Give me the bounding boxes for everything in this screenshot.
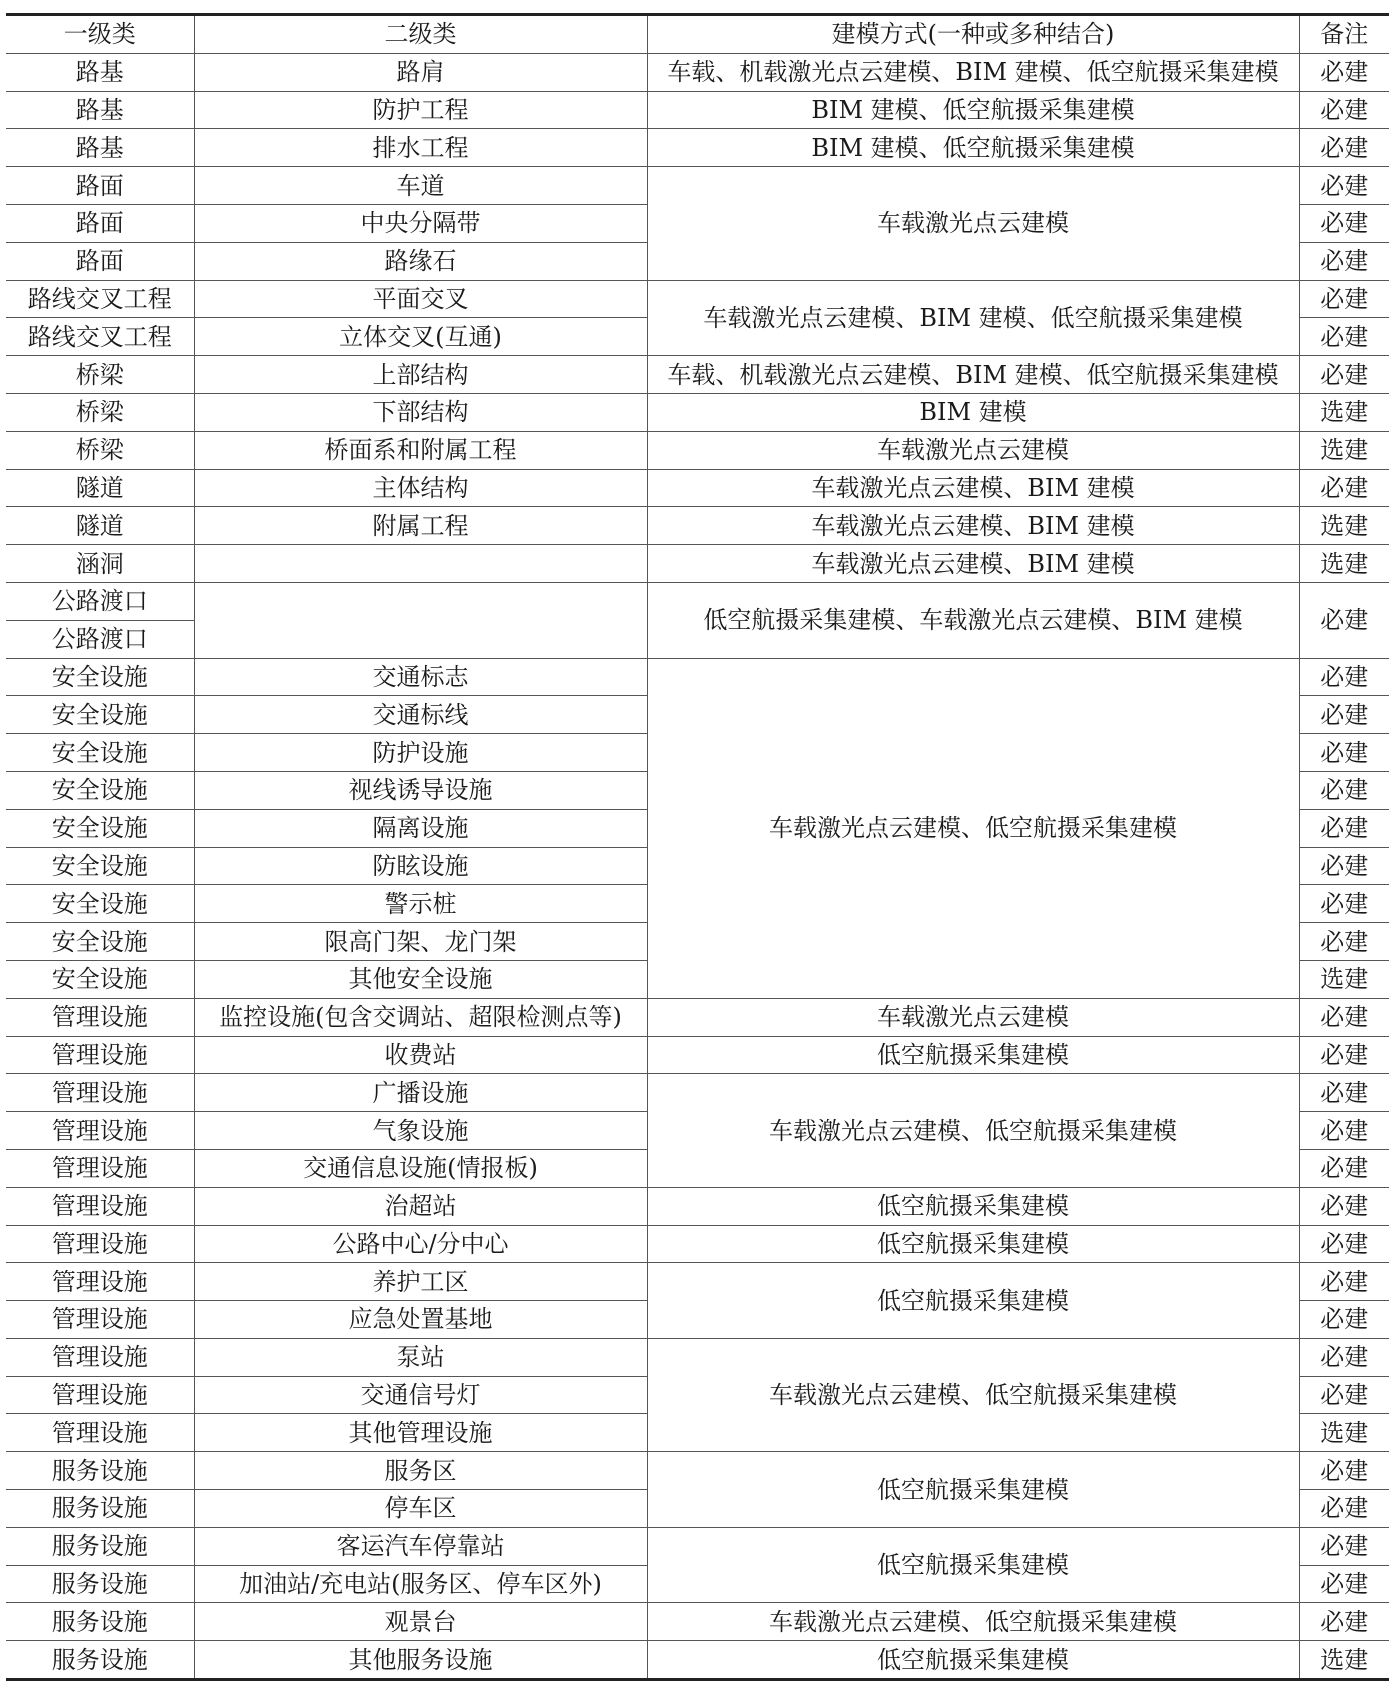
- cell-note: 必建: [1299, 998, 1389, 1036]
- table-row: [6, 1263, 1389, 1301]
- cell-note: 必建: [1299, 318, 1389, 356]
- cell-level1: 安全设施: [6, 885, 194, 923]
- cell-note: 必建: [1299, 1452, 1389, 1490]
- cell-level2: 视线诱导设施: [194, 771, 647, 809]
- cell-method: 车载激光点云建模、低空航摄采集建模: [647, 1338, 1299, 1451]
- cell-note: 必建: [1299, 129, 1389, 167]
- cell-method: 车载、机载激光点云建模、BIM 建模、低空航摄采集建模: [647, 356, 1299, 394]
- cell-note: 必建: [1299, 1112, 1389, 1150]
- cell-note: 必建: [1299, 1301, 1389, 1339]
- cell-method: 车载激光点云建模: [647, 998, 1299, 1036]
- cell-level1: 安全设施: [6, 960, 194, 998]
- cell-level2: 停车区: [194, 1490, 647, 1528]
- cell-level1: 管理设施: [6, 1036, 194, 1074]
- cell-method: 车载激光点云建模、低空航摄采集建模: [647, 1074, 1299, 1187]
- cell-level1: 桥梁: [6, 393, 194, 431]
- cell-level2: 立体交叉(互通): [194, 318, 647, 356]
- table-row: [6, 1603, 1389, 1641]
- cell-level2: 附属工程: [194, 507, 647, 545]
- cell-level1: 路面: [6, 242, 194, 280]
- cell-level1: 管理设施: [6, 1225, 194, 1263]
- cell-level2: 平面交叉: [194, 280, 647, 318]
- cell-note: 必建: [1299, 734, 1389, 772]
- cell-note: 必建: [1299, 469, 1389, 507]
- cell-level2: 公路中心/分中心: [194, 1225, 647, 1263]
- cell-level1: 安全设施: [6, 734, 194, 772]
- cell-level2: 其他管理设施: [194, 1414, 647, 1452]
- cell-level1: 服务设施: [6, 1452, 194, 1490]
- cell-method: 车载激光点云建模: [647, 167, 1299, 280]
- table-row: [6, 431, 1389, 469]
- cell-note: 必建: [1299, 1603, 1389, 1641]
- header-level2: 二级类: [194, 15, 647, 54]
- table-row: [6, 1225, 1389, 1263]
- cell-level2: 交通信号灯: [194, 1376, 647, 1414]
- table-row: [6, 582, 1389, 620]
- modeling-method-table: [6, 13, 1389, 1681]
- cell-note: 选建: [1299, 393, 1389, 431]
- header-method: 建模方式(一种或多种结合): [647, 15, 1299, 54]
- cell-level1: 服务设施: [6, 1565, 194, 1603]
- cell-level2: 其他服务设施: [194, 1641, 647, 1680]
- table-row: [6, 393, 1389, 431]
- cell-note: 选建: [1299, 431, 1389, 469]
- cell-note: 选建: [1299, 507, 1389, 545]
- cell-level2: 桥面系和附属工程: [194, 431, 647, 469]
- cell-level1: 路面: [6, 167, 194, 205]
- table-row: [6, 1527, 1389, 1565]
- cell-level1: 管理设施: [6, 1301, 194, 1339]
- table-row: [6, 658, 1389, 696]
- cell-level2: 观景台: [194, 1603, 647, 1641]
- cell-level2: 下部结构: [194, 393, 647, 431]
- cell-method: BIM 建模、低空航摄采集建模: [647, 91, 1299, 129]
- table-row: [6, 280, 1389, 318]
- cell-level1: 隧道: [6, 469, 194, 507]
- cell-method: 低空航摄采集建模: [647, 1452, 1299, 1528]
- cell-note: 选建: [1299, 960, 1389, 998]
- cell-level2: 泵站: [194, 1338, 647, 1376]
- cell-level1: 公路渡口: [6, 582, 194, 620]
- cell-method: 车载、机载激光点云建模、BIM 建模、低空航摄采集建模: [647, 53, 1299, 91]
- table-row: [6, 1452, 1389, 1490]
- cell-level2-empty: [194, 582, 647, 658]
- cell-note: 必建: [1299, 771, 1389, 809]
- cell-level1: 路线交叉工程: [6, 318, 194, 356]
- cell-note: 必建: [1299, 658, 1389, 696]
- cell-level2: 上部结构: [194, 356, 647, 394]
- cell-method: 低空航摄采集建模: [647, 1036, 1299, 1074]
- cell-note: 必建: [1299, 242, 1389, 280]
- cell-level2: 客运汽车停靠站: [194, 1527, 647, 1565]
- table-row: [6, 998, 1389, 1036]
- cell-method: 车载激光点云建模、低空航摄采集建模: [647, 1603, 1299, 1641]
- cell-method: 车载激光点云建模、BIM 建模: [647, 469, 1299, 507]
- cell-level1: 路面: [6, 204, 194, 242]
- cell-level1: 安全设施: [6, 696, 194, 734]
- cell-note: 必建: [1299, 1527, 1389, 1565]
- cell-note: 必建: [1299, 356, 1389, 394]
- table-row: [6, 53, 1389, 91]
- cell-note: 必建: [1299, 1376, 1389, 1414]
- cell-level2: 服务区: [194, 1452, 647, 1490]
- cell-level1: 管理设施: [6, 1112, 194, 1150]
- table-row: [6, 507, 1389, 545]
- cell-level2: 排水工程: [194, 129, 647, 167]
- cell-note: 选建: [1299, 545, 1389, 583]
- cell-method: 低空航摄采集建模: [647, 1527, 1299, 1603]
- cell-level1: 安全设施: [6, 771, 194, 809]
- cell-note: 选建: [1299, 1641, 1389, 1680]
- cell-level1: 服务设施: [6, 1641, 194, 1680]
- cell-method: 低空航摄采集建模: [647, 1225, 1299, 1263]
- cell-level1: 管理设施: [6, 1074, 194, 1112]
- cell-note: 选建: [1299, 1414, 1389, 1452]
- cell-note: 必建: [1299, 809, 1389, 847]
- cell-level1: 管理设施: [6, 1187, 194, 1225]
- cell-level1: 服务设施: [6, 1490, 194, 1528]
- cell-level2: 防护设施: [194, 734, 647, 772]
- cell-note: 必建: [1299, 1338, 1389, 1376]
- table-row: [6, 1641, 1389, 1680]
- cell-level1: 桥梁: [6, 356, 194, 394]
- cell-level1: 隧道: [6, 507, 194, 545]
- cell-note: 必建: [1299, 1036, 1389, 1074]
- cell-level2: 限高门架、龙门架: [194, 923, 647, 961]
- cell-note: 必建: [1299, 1187, 1389, 1225]
- cell-level2: 主体结构: [194, 469, 647, 507]
- cell-method: 车载激光点云建模、BIM 建模: [647, 507, 1299, 545]
- cell-note: 必建: [1299, 1263, 1389, 1301]
- table-row: [6, 129, 1389, 167]
- table-row: [6, 545, 1389, 583]
- cell-level2: 隔离设施: [194, 809, 647, 847]
- cell-level2: 治超站: [194, 1187, 647, 1225]
- cell-note: 必建: [1299, 1225, 1389, 1263]
- cell-note: 必建: [1299, 1149, 1389, 1187]
- cell-level1: 服务设施: [6, 1603, 194, 1641]
- cell-level1: 安全设施: [6, 847, 194, 885]
- cell-note: 必建: [1299, 885, 1389, 923]
- cell-method: 车载激光点云建模、BIM 建模、低空航摄采集建模: [647, 280, 1299, 356]
- cell-level1: 安全设施: [6, 658, 194, 696]
- header-level1: 一级类: [6, 15, 194, 54]
- cell-level1: 公路渡口: [6, 620, 194, 658]
- cell-level2: 交通信息设施(情报板): [194, 1149, 647, 1187]
- cell-level1: 路基: [6, 53, 194, 91]
- table-row: [6, 91, 1389, 129]
- cell-level1: 安全设施: [6, 809, 194, 847]
- cell-level1: 管理设施: [6, 1376, 194, 1414]
- table-row: [6, 1036, 1389, 1074]
- cell-level1: 路基: [6, 91, 194, 129]
- cell-method: 低空航摄采集建模、车载激光点云建模、BIM 建模: [647, 582, 1299, 658]
- cell-level2: 防护工程: [194, 91, 647, 129]
- cell-method: 车载激光点云建模: [647, 431, 1299, 469]
- cell-level2: 路肩: [194, 53, 647, 91]
- cell-note: 必建: [1299, 1490, 1389, 1528]
- cell-level1: 涵洞: [6, 545, 194, 583]
- cell-method: 低空航摄采集建模: [647, 1187, 1299, 1225]
- table-row: [6, 469, 1389, 507]
- cell-note: 必建: [1299, 696, 1389, 734]
- cell-level1: 路基: [6, 129, 194, 167]
- cell-level2: 监控设施(包含交调站、超限检测点等): [194, 998, 647, 1036]
- cell-level2: 车道: [194, 167, 647, 205]
- header-note: 备注: [1299, 15, 1389, 54]
- cell-level2: 广播设施: [194, 1074, 647, 1112]
- cell-note: 必建: [1299, 1565, 1389, 1603]
- cell-level1: 管理设施: [6, 1414, 194, 1452]
- cell-level2: 气象设施: [194, 1112, 647, 1150]
- cell-level2: [194, 545, 647, 583]
- cell-level2: 其他安全设施: [194, 960, 647, 998]
- cell-method: 车载激光点云建模、低空航摄采集建模: [647, 658, 1299, 998]
- cell-level1: 安全设施: [6, 923, 194, 961]
- cell-level1: 管理设施: [6, 1338, 194, 1376]
- cell-level2: 养护工区: [194, 1263, 647, 1301]
- cell-level2: 加油站/充电站(服务区、停车区外): [194, 1565, 647, 1603]
- cell-level1: 管理设施: [6, 998, 194, 1036]
- cell-level1: 桥梁: [6, 431, 194, 469]
- cell-note: 必建: [1299, 1074, 1389, 1112]
- cell-level1: 服务设施: [6, 1527, 194, 1565]
- cell-level1: 管理设施: [6, 1149, 194, 1187]
- cell-level1: 路线交叉工程: [6, 280, 194, 318]
- cell-level2: 警示桩: [194, 885, 647, 923]
- table-row: [6, 167, 1389, 205]
- cell-method: 低空航摄采集建模: [647, 1263, 1299, 1339]
- cell-level2: 中央分隔带: [194, 204, 647, 242]
- cell-note: 必建: [1299, 280, 1389, 318]
- table-row: [6, 1187, 1389, 1225]
- cell-level2: 交通标志: [194, 658, 647, 696]
- table-row: [6, 1338, 1389, 1376]
- cell-method: 低空航摄采集建模: [647, 1641, 1299, 1680]
- cell-level2: 防眩设施: [194, 847, 647, 885]
- modeling-table-container: [6, 13, 1389, 1681]
- cell-note: 必建: [1299, 923, 1389, 961]
- cell-level1: 管理设施: [6, 1263, 194, 1301]
- cell-note: 必建: [1299, 53, 1389, 91]
- cell-note: 必建: [1299, 847, 1389, 885]
- cell-method: BIM 建模: [647, 393, 1299, 431]
- cell-level2: 路缘石: [194, 242, 647, 280]
- cell-level2: 收费站: [194, 1036, 647, 1074]
- cell-note: 必建: [1299, 167, 1389, 205]
- table-row: [6, 356, 1389, 394]
- table-row: [6, 1074, 1389, 1112]
- cell-note: 必建: [1299, 582, 1389, 658]
- cell-note: 必建: [1299, 91, 1389, 129]
- cell-level2: 交通标线: [194, 696, 647, 734]
- cell-method: BIM 建模、低空航摄采集建模: [647, 129, 1299, 167]
- cell-level2: 应急处置基地: [194, 1301, 647, 1339]
- cell-note: 必建: [1299, 204, 1389, 242]
- cell-method: 车载激光点云建模、BIM 建模: [647, 545, 1299, 583]
- table-header-row: [6, 15, 1389, 54]
